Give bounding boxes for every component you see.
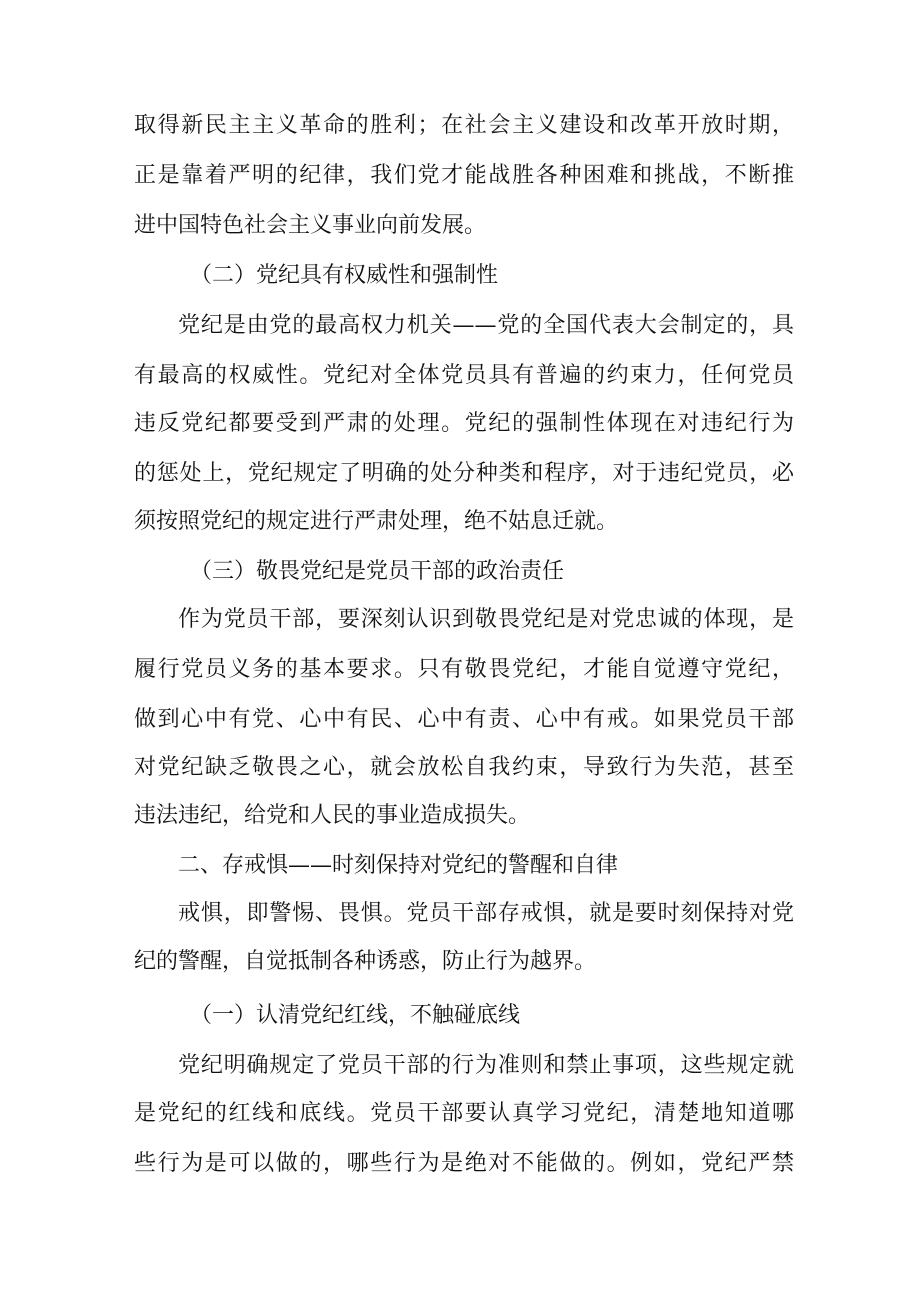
body-text-line: 进中国特色社会主义事业向前发展。: [134, 213, 487, 238]
body-text-line: 的惩处上，党纪规定了明确的处分种类和程序，对于违纪党员，必: [134, 461, 794, 486]
body-text-line: 做到心中有党、心中有民、心中有责、心中有戒。如果党员干部: [134, 707, 794, 732]
body-text-line: 对党纪缺乏敬畏之心，就会放松自我约束，导致行为失范，甚至: [134, 755, 794, 780]
chapter-heading: 二、存戒惧——时刻保持对党纪的警醒和自律: [178, 853, 619, 878]
body-text-line: 有最高的权威性。党纪对全体党员具有普遍的约束力，任何党员: [134, 363, 794, 388]
body-text-line: 党纪是由党的最高权力机关——党的全国代表大会制定的，具: [178, 313, 794, 338]
body-text-line: 违法违纪，给党和人民的事业造成损失。: [134, 803, 531, 828]
body-text-line: 正是靠着严明的纪律，我们党才能战胜各种困难和挑战，不断推: [134, 163, 794, 188]
body-text-line: 作为党员干部，要深刻认识到敬畏党纪是对党忠诚的体现，是: [178, 607, 794, 632]
body-text-line: 戒惧，即警惕、畏惧。党员干部存戒惧，就是要时刻保持对党: [178, 901, 794, 926]
body-text-line: 取得新民主主义革命的胜利；在社会主义建设和改革开放时期，: [134, 113, 794, 138]
section-heading: （三）敬畏党纪是党员干部的政治责任: [190, 559, 565, 584]
body-text-line: 些行为是可以做的，哪些行为是绝对不能做的。例如，党纪严禁: [134, 1151, 794, 1176]
body-text-line: 违反党纪都要受到严肃的处理。党纪的强制性体现在对违纪行为: [134, 411, 794, 436]
section-heading: （二）党纪具有权威性和强制性: [190, 263, 499, 288]
body-text-line: 履行党员义务的基本要求。只有敬畏党纪，才能自觉遵守党纪，: [134, 657, 794, 682]
body-text-line: 党纪明确规定了党员干部的行为准则和禁止事项，这些规定就: [178, 1053, 794, 1078]
section-heading: （一）认清党纪红线，不触碰底线: [190, 1003, 521, 1028]
body-text-line: 纪的警醒，自觉抵制各种诱惑，防止行为越界。: [134, 949, 597, 974]
body-text-line: 须按照党纪的规定进行严肃处理，绝不姑息迁就。: [134, 509, 619, 534]
body-text-line: 是党纪的红线和底线。党员干部要认真学习党纪，清楚地知道哪: [134, 1101, 794, 1126]
